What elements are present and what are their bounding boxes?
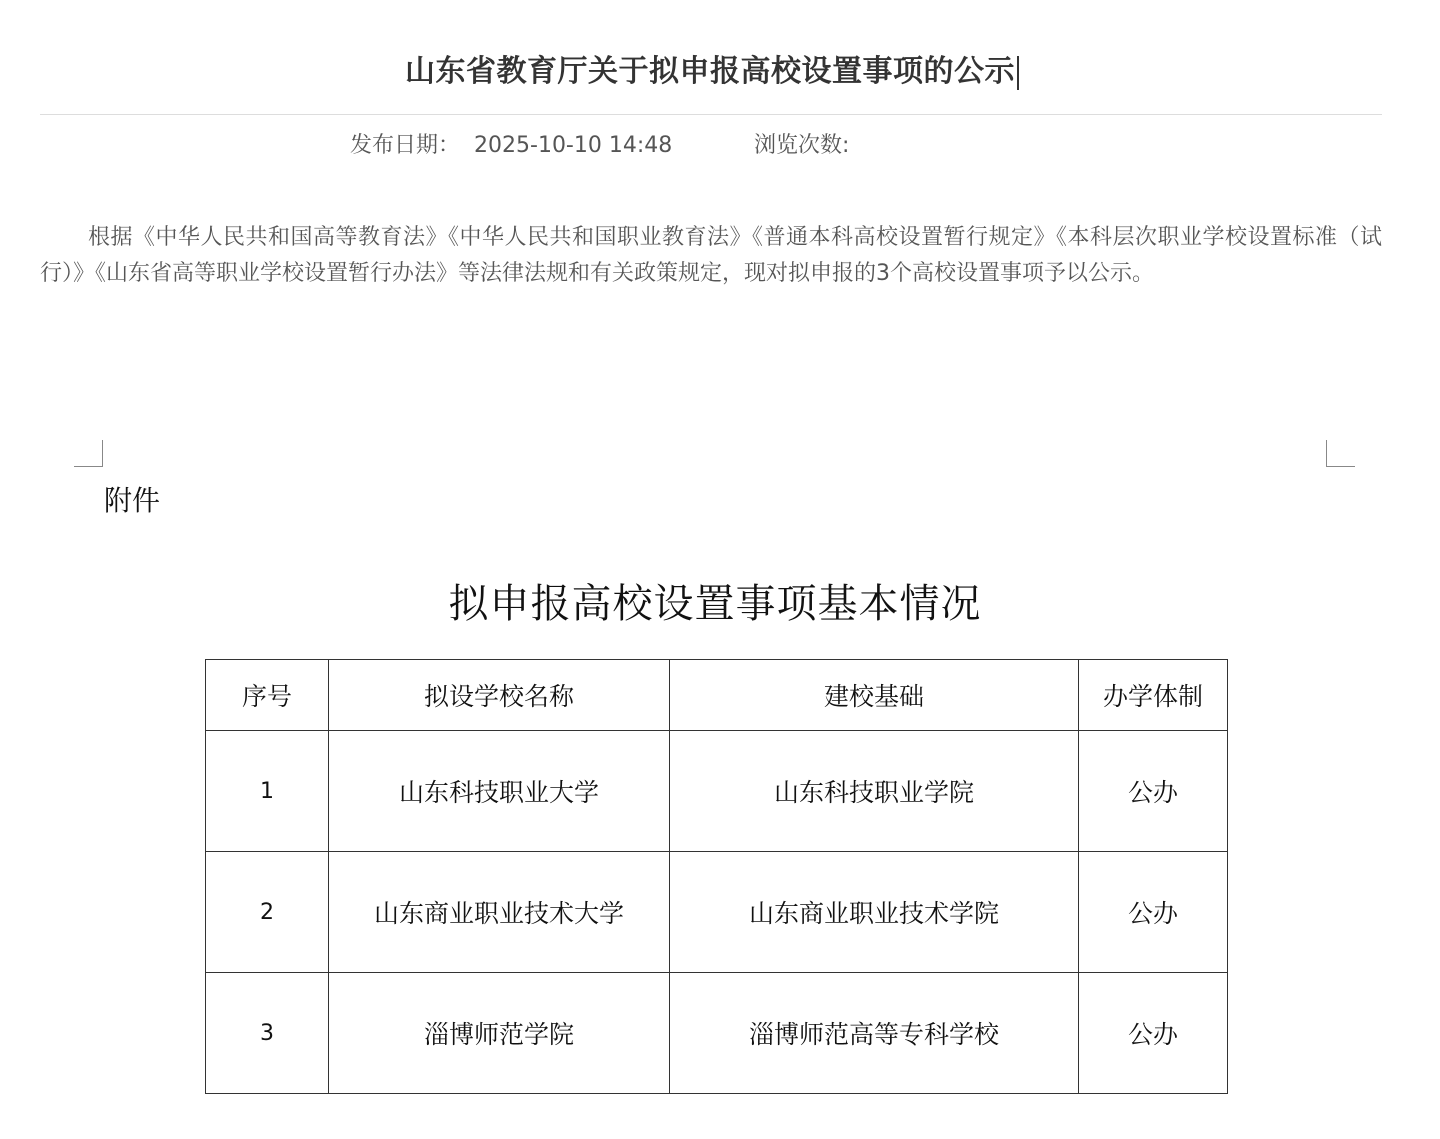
row-number: 2 xyxy=(206,852,329,973)
attachment-label: 附件 xyxy=(104,484,161,517)
page-title-text: 山东省教育厅关于拟申报高校设置事项的公示 xyxy=(405,54,1015,89)
page-corner-mark-right xyxy=(1326,440,1355,467)
text-cursor xyxy=(1017,56,1019,90)
table-row xyxy=(206,731,1228,852)
table-title: 拟申报高校设置事项基本情况 xyxy=(448,581,982,627)
foundation-cell: 山东商业职业技术学院 xyxy=(670,852,1079,973)
column-header-system: 办学体制 xyxy=(1079,660,1228,731)
publish-date-info xyxy=(350,130,672,162)
school-name-cell: 山东科技职业大学 xyxy=(329,731,670,852)
foundation-cell: 淄博师范高等专科学校 xyxy=(670,973,1079,1094)
view-count-label: 浏览次数: xyxy=(754,133,850,158)
title-divider xyxy=(40,114,1382,115)
publish-date-value: 2025-10-10 14:48 xyxy=(474,133,673,158)
view-count-info xyxy=(754,130,849,162)
settings-table xyxy=(205,659,1228,1094)
column-header-school-name: 拟设学校名称 xyxy=(329,660,670,731)
row-number: 3 xyxy=(206,973,329,1094)
row-number: 1 xyxy=(206,731,329,852)
intro-paragraph: 根据《中华人民共和国高等教育法》《中华人民共和国职业教育法》《普通本科高校设置暂行规定》《本科层次职业学校设置标准（试行）》《山东省高等职业学校设置暂行办法》等法律法规和有关政策规定，现对拟申报的3个高校设置事项予以公示。 xyxy=(40,225,1382,286)
table-row xyxy=(206,852,1228,973)
school-name-cell: 淄博师范学院 xyxy=(329,973,670,1094)
school-name-cell: 山东商业职业技术大学 xyxy=(329,852,670,973)
table-header-row xyxy=(206,660,1228,731)
system-cell: 公办 xyxy=(1079,731,1228,852)
system-cell: 公办 xyxy=(1079,973,1228,1094)
publish-date-label: 发布日期： xyxy=(350,133,461,158)
table-row xyxy=(206,973,1228,1094)
page-title xyxy=(0,52,1424,92)
foundation-cell: 山东科技职业学院 xyxy=(670,731,1079,852)
column-header-foundation: 建校基础 xyxy=(670,660,1079,731)
page-corner-mark-left xyxy=(74,440,103,467)
system-cell: 公办 xyxy=(1079,852,1228,973)
column-header-number: 序号 xyxy=(206,660,329,731)
